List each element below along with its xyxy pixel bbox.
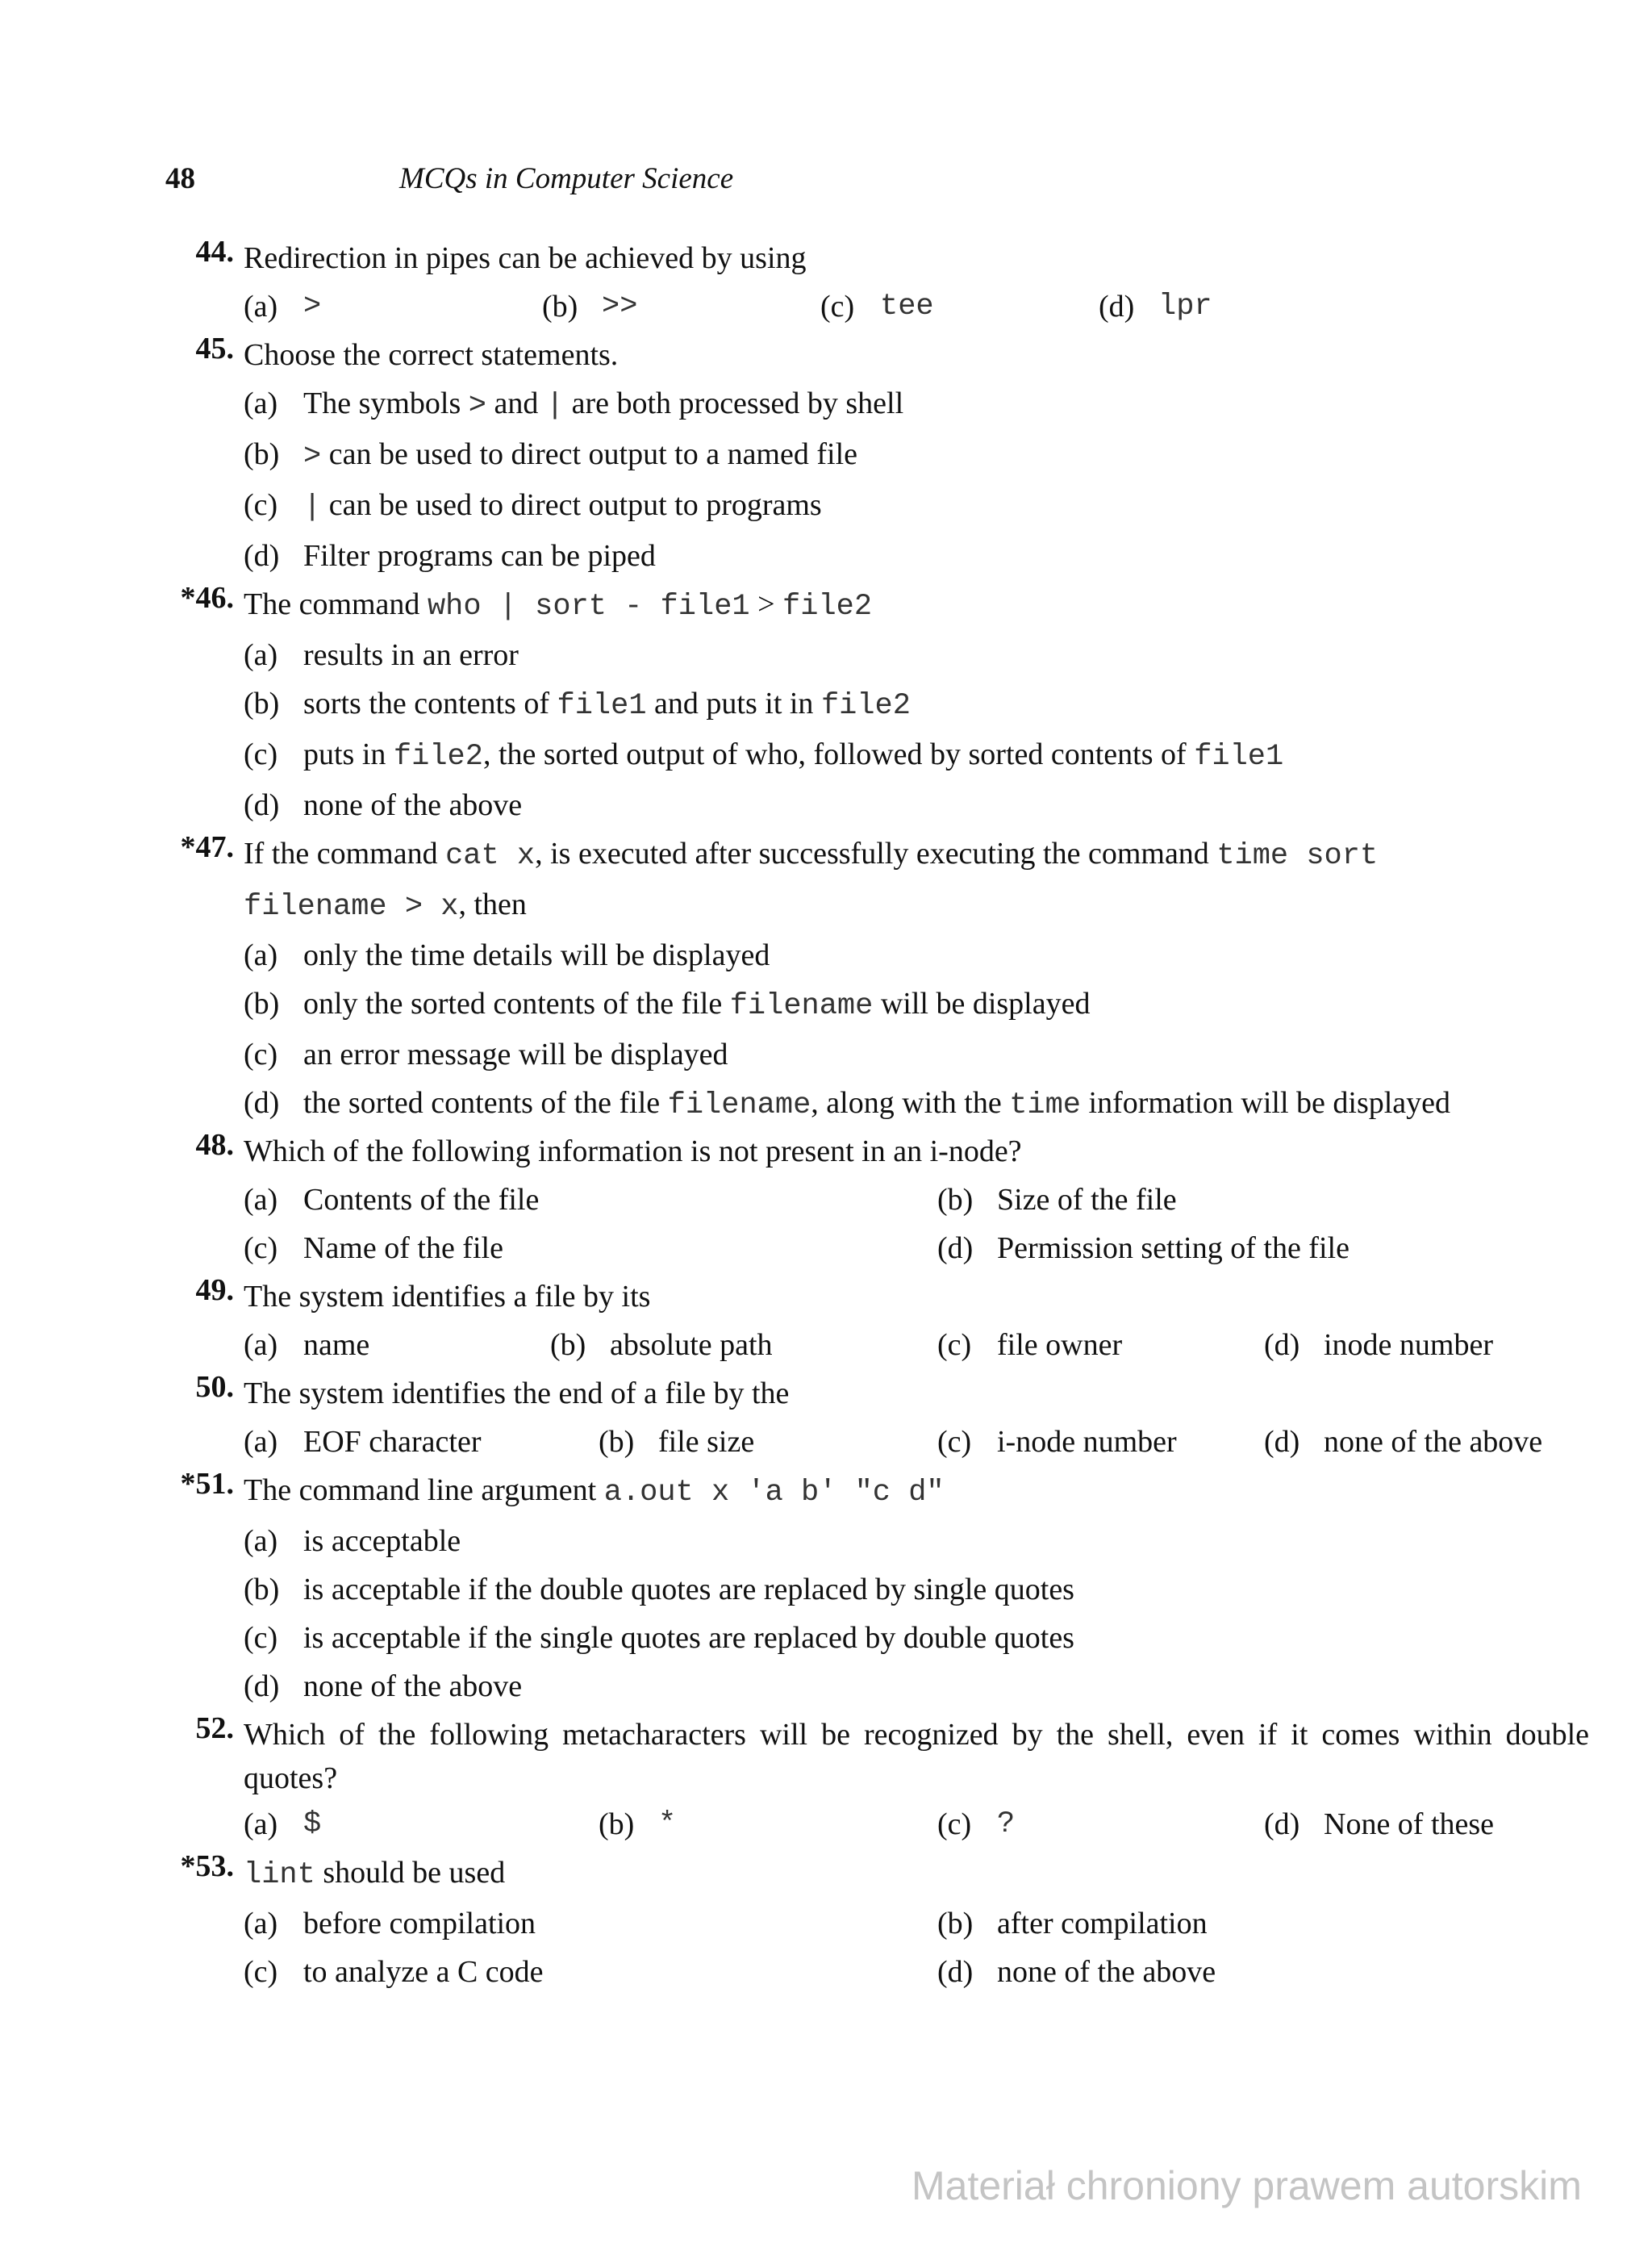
option-d: (d) Filter programs can be piped — [244, 539, 656, 573]
option-b: (b) absolute path — [550, 1328, 773, 1362]
options-row — [244, 1176, 1589, 1224]
question-50 — [153, 1369, 1589, 1466]
option-d: (d) none of the above — [244, 788, 523, 822]
book-title: MCQs in Computer Science — [399, 162, 734, 195]
question-number: 49. — [195, 1273, 234, 1307]
options-row — [244, 1948, 1589, 1996]
option-a: (a) is acceptable — [244, 1524, 461, 1558]
question-number: *51. — [180, 1467, 234, 1501]
question-text: If the command cat x, is executed after successfully executing the command time sort filename > x, then — [244, 837, 1379, 924]
question-list — [153, 234, 1589, 1996]
question-52 — [153, 1711, 1589, 1848]
options-row — [244, 1899, 1589, 1948]
options-row — [244, 1418, 1589, 1466]
option-a: (a) $ — [244, 1807, 322, 1841]
question-text: The system identifies the end of a file by the — [244, 1376, 790, 1410]
option-a: (a) Contents of the file — [244, 1183, 540, 1217]
question-text: lint should be used — [244, 1856, 506, 1892]
option-a: (a) name — [244, 1328, 370, 1362]
option-a: (a) The symbols > and | are both processed by shell — [244, 386, 904, 423]
question-text: The command who | sort - file1 > file2 — [244, 587, 873, 624]
option-d: (d) Permission setting of the file — [937, 1231, 1350, 1265]
option-a: (a) only the time details will be displayed — [244, 938, 770, 972]
option-d: (d) lpr — [1099, 290, 1212, 324]
option-d: (d) None of these — [1264, 1807, 1495, 1841]
option-b: (b) after compilation — [937, 1907, 1208, 1940]
question-number: *53. — [180, 1849, 234, 1883]
question-text: The system identifies a file by its — [244, 1280, 651, 1314]
option-c: (c) is acceptable if the single quotes are replaced by double quotes — [244, 1621, 1074, 1655]
option-a: (a) EOF character — [244, 1425, 482, 1459]
option-b: (b) sorts the contents of file1 and puts it in file2 — [244, 687, 911, 723]
question-text: Choose the correct statements. — [244, 338, 619, 372]
question-number: *46. — [180, 581, 234, 615]
question-number: 52. — [195, 1711, 234, 1745]
question-text: Which of the following metacharacters will be recognized by the shell, even if it comes within double quotes? — [244, 1718, 1589, 1795]
option-c: (c) tee — [820, 290, 934, 324]
option-b: (b) is acceptable if the double quotes are replaced by single quotes — [244, 1573, 1074, 1606]
question-48 — [153, 1127, 1589, 1272]
option-d: (d) inode number — [1264, 1328, 1494, 1362]
options-row — [244, 1321, 1589, 1369]
option-c: (c) puts in file2, the sorted output of who, followed by sorted contents of file1 — [244, 737, 1284, 774]
copyright-watermark: Materiał chroniony prawem autorskim — [912, 2163, 1582, 2208]
question-text: Which of the following information is not present in an i-node? — [244, 1134, 1022, 1168]
option-b: (b) only the sorted contents of the file filename will be displayed — [244, 987, 1091, 1023]
option-a: (a) before compilation — [244, 1907, 536, 1940]
option-c: (c) to analyze a C code — [244, 1955, 544, 1989]
question-number: *47. — [180, 830, 234, 864]
option-c: (c) file owner — [937, 1328, 1123, 1362]
option-a: (a) > — [244, 290, 322, 324]
question-number: 45. — [195, 332, 234, 365]
question-49 — [153, 1272, 1589, 1369]
question-46 — [153, 580, 1589, 829]
options-row — [244, 282, 1589, 331]
question-number: 48. — [195, 1128, 234, 1162]
options-row — [244, 1224, 1589, 1272]
option-c: (c) i-node number — [937, 1425, 1177, 1459]
option-a: (a) results in an error — [244, 638, 519, 672]
question-51 — [153, 1466, 1589, 1711]
option-c: (c) an error message will be displayed — [244, 1038, 728, 1071]
question-44 — [153, 234, 1589, 331]
question-45 — [153, 331, 1589, 580]
option-b: (b) file size — [599, 1425, 755, 1459]
option-d: (d) none of the above — [937, 1955, 1216, 1989]
question-number: 44. — [195, 235, 234, 269]
option-d: (d) none of the above — [1264, 1425, 1543, 1459]
page-number: 48 — [165, 162, 195, 195]
question-53 — [153, 1848, 1589, 1996]
option-b: (b) >> — [542, 290, 638, 324]
question-text: Redirection in pipes can be achieved by using — [244, 241, 807, 275]
option-b: (b) > can be used to direct output to a named file — [244, 437, 857, 474]
options-row — [244, 1800, 1589, 1848]
option-d: (d) the sorted contents of the file filename, along with the time information will be displayed — [244, 1086, 1451, 1122]
option-c: (c) ? — [937, 1807, 1016, 1841]
option-b: (b) Size of the file — [937, 1183, 1177, 1217]
question-47 — [153, 829, 1589, 1127]
option-d: (d) none of the above — [244, 1669, 523, 1703]
question-text: The command line argument a.out x 'a b' "c d" — [244, 1473, 945, 1510]
question-number: 50. — [195, 1370, 234, 1404]
option-b: (b) * — [599, 1807, 677, 1841]
option-c: (c) | can be used to direct output to programs — [244, 488, 822, 524]
page-header — [165, 161, 734, 196]
option-c: (c) Name of the file — [244, 1231, 503, 1265]
